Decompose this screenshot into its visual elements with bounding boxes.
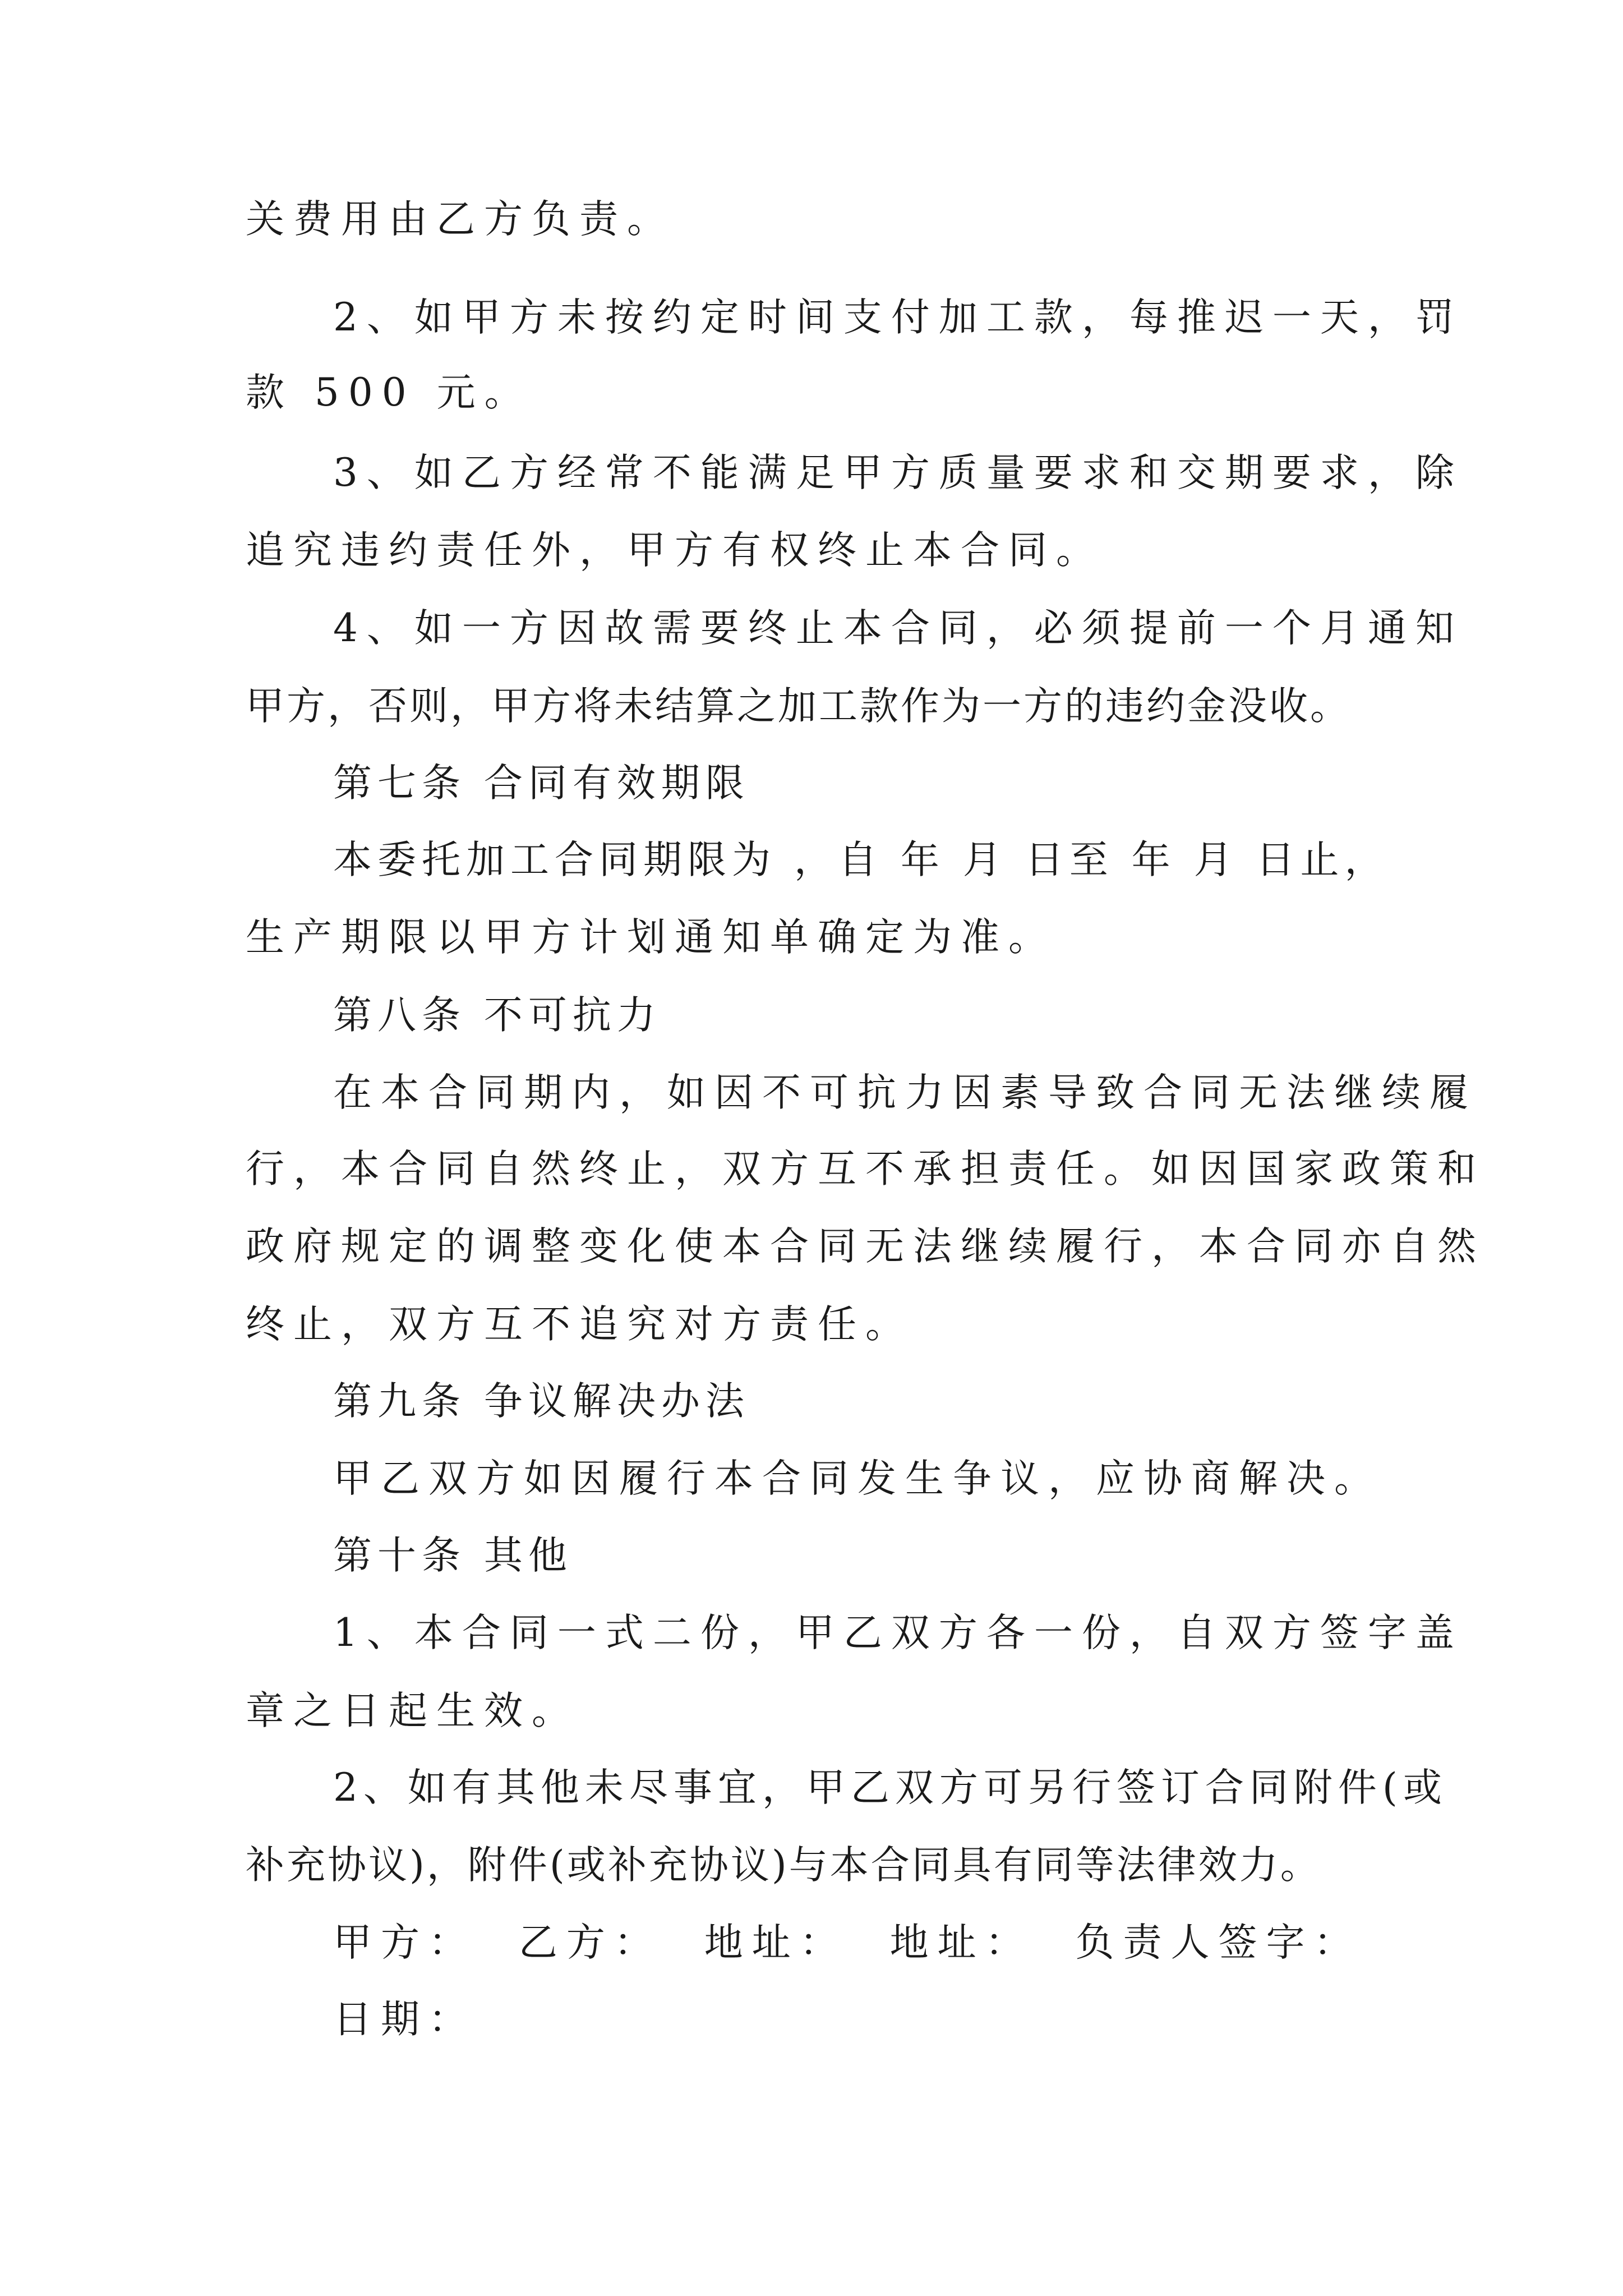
text-line: 4、如一方因故需要终止本合同，必须提前一个月通知: [333, 606, 1463, 651]
text-line: 政府规定的调整变化使本合同无法继续履行，本合同亦自然: [246, 1224, 1485, 1269]
text-line: 2、如有其他未尽事宜，甲乙双方可另行签订合同附件(或: [333, 1765, 1447, 1810]
text-line: 2、如甲方未按约定时间支付加工款，每推迟一天，罚: [333, 295, 1463, 340]
text-line: 追究违约责任外，甲方有权终止本合同。: [246, 528, 1104, 573]
text-line: 甲方，否则，甲方将未结算之加工款作为一方的违约金没收。: [246, 684, 1351, 729]
section-heading: 第九条 争议解决办法: [333, 1379, 750, 1424]
text-line: 甲乙双方如因履行本合同发生争议，应协商解决。: [333, 1456, 1382, 1501]
section-heading: 第十条 其他: [333, 1533, 573, 1578]
text-line: 1、本合同一式二份，甲乙双方各一份，自双方签字盖: [333, 1611, 1463, 1655]
section-heading: 第八条 不可抗力: [333, 993, 661, 1038]
text-line: 在本合同期内，如因不可抗力因素导致合同无法继续履: [333, 1070, 1477, 1115]
text-line: 本委托加工合同期限为 ，自 年 月 日至 年 月 日止，: [333, 838, 1389, 882]
text-line: 终止，双方互不追究对方责任。: [246, 1302, 913, 1347]
text-line: 生产期限以甲方计划通知单确定为准。: [246, 915, 1056, 960]
text-line: 章之日起生效。: [246, 1688, 579, 1733]
signature-fields: 甲方： 乙方： 地址： 地址： 负责人签字：: [333, 1920, 1362, 1965]
text-line: 补充协议)，附件(或补充协议)与本合同具有同等法律效力。: [246, 1843, 1321, 1888]
date-field: 日期：: [333, 1997, 476, 2042]
text-line: 款 500 元。: [246, 370, 532, 415]
section-heading: 第七条 合同有效期限: [333, 761, 750, 806]
text-line: 3、如乙方经常不能满足甲方质量要求和交期要求，除: [333, 450, 1463, 495]
text-line: 行，本合同自然终止，双方互不承担责任。如因国家政策和: [246, 1147, 1485, 1191]
text-line: 关费用由乙方负责。: [246, 197, 675, 242]
